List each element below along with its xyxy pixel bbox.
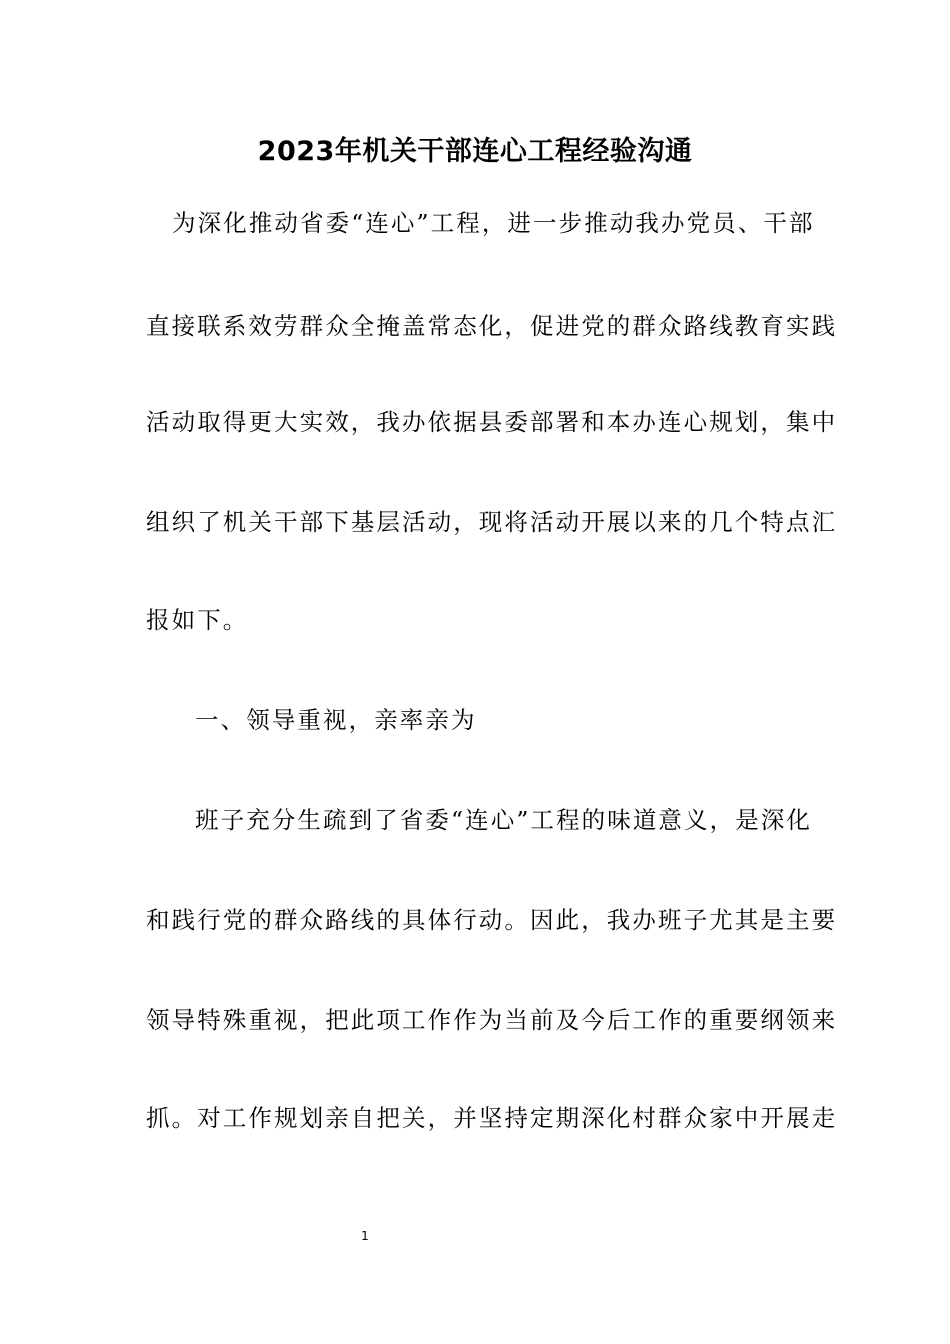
paragraph-line: 活动取得更大实效，我办依据县委部署和本办连心规划，集中 — [146, 408, 838, 436]
page-number: 1 — [361, 1229, 369, 1243]
paragraph-line: 组织了机关干部下基层活动，现将活动开展以来的几个特点汇 — [146, 508, 838, 536]
paragraph-line: 班子充分生疏到了省委“连心”工程的味道意义，是深化 — [195, 806, 813, 834]
document-title: 2023年机关干部连心工程经验沟通 — [257, 136, 693, 167]
paragraph-line: 报如下。 — [146, 606, 249, 634]
paragraph-line: 直接联系效劳群众全掩盖常态化，促进党的群众路线教育实践 — [146, 312, 838, 340]
paragraph-line: 为深化推动省委“连心”工程，进一步推动我办党员、干部 — [172, 209, 815, 237]
paragraph-line: 和践行党的群众路线的具体行动。因此，我办班子尤其是主要 — [146, 906, 838, 934]
paragraph-line: 抓。对工作规划亲自把关，并坚持定期深化村群众家中开展走 — [146, 1104, 838, 1132]
section-heading: 一、领导重视，亲率亲为 — [195, 706, 477, 734]
paragraph-line: 领导特殊重视，把此项工作作为当前及今后工作的重要纲领来 — [146, 1006, 838, 1034]
